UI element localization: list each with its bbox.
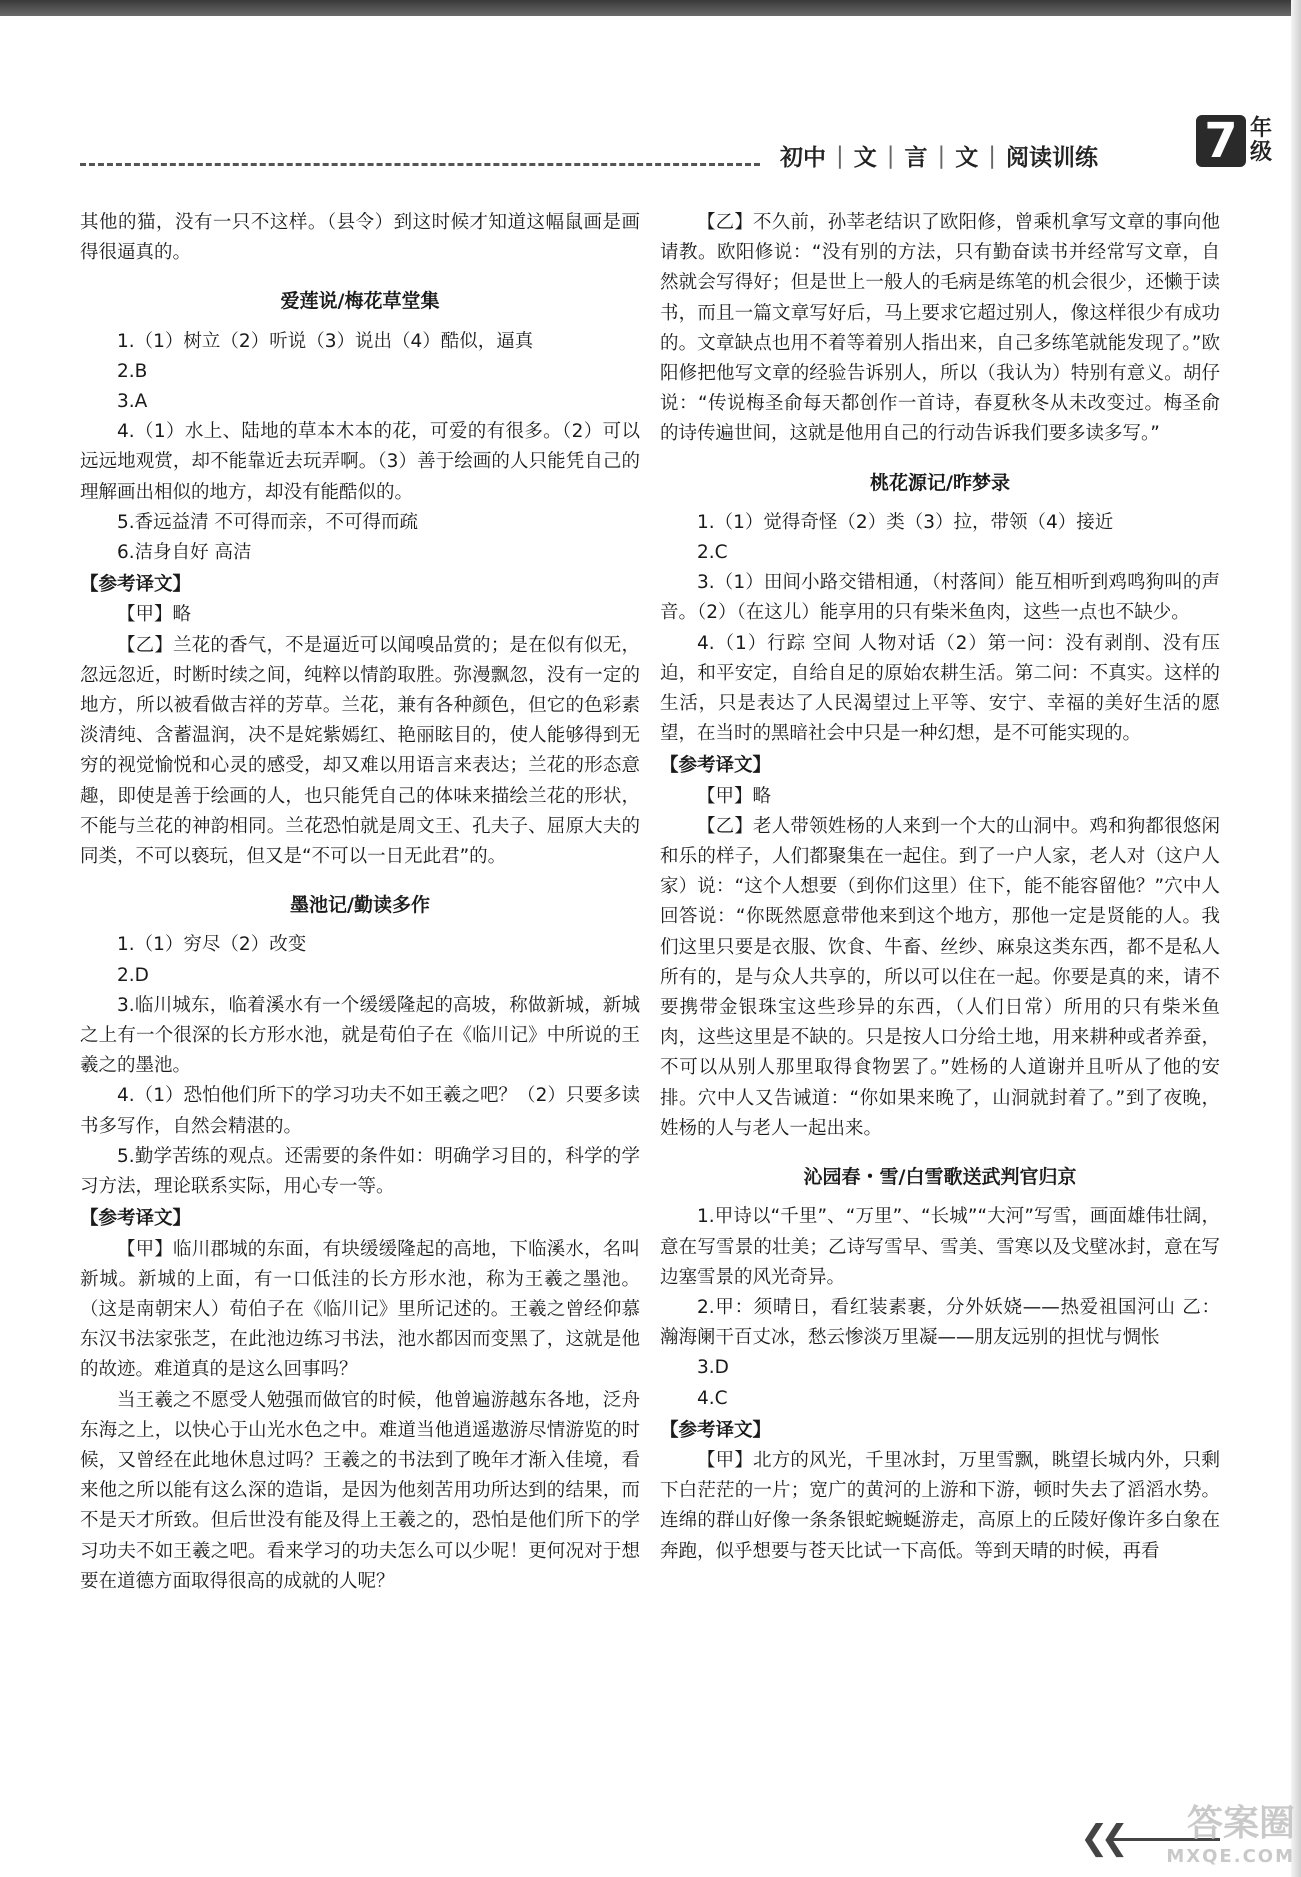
answer-item: 1.（1）树立（2）听说（3）说出（4）酷似，逼真 — [117, 330, 534, 352]
watermark-url: MXQE.COM — [1166, 1846, 1295, 1867]
title-part: 文 — [955, 145, 979, 171]
answer-item: 4.（1）水上、陆地的草本木本的花，可爱的有很多。（2）可以远远地观赏，却不能靠近去玩弄啊。（3）善于绘画的人只能凭自己的理解画出相似的地方，却没有能酷似的。 — [80, 421, 640, 503]
reference-label: 【参考译文】 — [660, 755, 772, 777]
answer-item: 2.D — [117, 964, 149, 986]
page-header — [80, 113, 1273, 175]
section-title: 桃花源记/昨梦录 — [870, 471, 1010, 494]
left-column — [80, 208, 640, 1597]
grade-badge: 7 — [1196, 115, 1246, 167]
intro-text: 其他的猫，没有一只不这样。（县令）到这时候才知道这幅鼠画是画得很逼真的。 — [80, 212, 640, 264]
watermark-text: 答案圈 — [1186, 1803, 1295, 1844]
title-separator: | — [988, 142, 996, 169]
translation-jia: 【甲】临川郡城的东面，有块缓缓隆起的高地，下临溪水，名叫新城。新城的上面，有一口低洼的长方形水池，称为王羲之墨池。（这是南朝宋人）荀伯子在《临川记》里所记述的。王羲之曾经仰慕东汉书法家张芝，在此池边练习书法，池水都因而变黑了，这就是他的故迹。难道真的是这么回事吗？ — [80, 1238, 640, 1381]
header-dashed-rule — [80, 163, 760, 166]
section-title: 沁园春・雪/白雪歌送武判官归京 — [803, 1166, 1077, 1189]
translation-jia: 【甲】略 — [697, 785, 772, 807]
title-part: 文 — [853, 145, 877, 171]
reference-label: 【参考译文】 — [80, 574, 192, 596]
right-column — [660, 208, 1220, 1567]
answer-item: 1.甲诗以“千里”、“万里”、“长城”“大河”写雪，画面雄伟壮阔，意在写雪景的壮美；乙诗写雪早、雪美、雪寒以及戈壁冰封，意在写边塞雪景的风光奇异。 — [660, 1206, 1220, 1288]
title-part: 阅读训练 — [1006, 145, 1098, 171]
answer-item: 3.D — [697, 1357, 729, 1379]
answer-item: 2.B — [117, 360, 148, 382]
answer-item: 4.（1）恐怕他们所下的学习功夫不如王羲之吧？（2）只要多读书多写作，自然会精湛的。 — [80, 1085, 640, 1137]
watermark-logo — [1130, 1795, 1295, 1870]
answer-item: 2.甲：须晴日，看红装素裹，分外妖娆——热爱祖国河山 乙：瀚海阑干百丈冰，愁云惨淡万里凝——朋友远别的担忧与惆怅 — [660, 1296, 1220, 1349]
translation-jia: 【甲】略 — [117, 604, 192, 626]
translation-jia-cont: 当王羲之不愿受人勉强而做官的时候，他曾遍游越东各地，泛舟东海之上，以快心于山光水色之中。难道当他逍遥遨游尽情游览的时候，又曾经在此地休息过吗？王羲之的书法到了晚年才渐入佳境，看来他之所以能有这么深的造诣，是因为他刻苦用功所达到的结果，而不是天才所致。但后世没有能及得上王羲之的，恐怕是他们所下的学习功夫不如王羲之吧。看来学习的功夫怎么可以少呢！更何况对于想要在道德方面取得很高的成就的人呢？ — [80, 1389, 640, 1592]
reference-label: 【参考译文】 — [660, 1419, 772, 1441]
translation-yi: 【乙】老人带领姓杨的人来到一个大的山洞中。鸡和狗都很悠闲和乐的样子，人们都聚集在一起住。到了一户人家，老人对（这户人家）说：“这个人想要（到你们这里）住下，能不能容留他？”穴中人回答说：“你既然愿意带他来到这个地方，那他一定是贤能的人。我们这里只要是衣服、饮食、牛畜、丝纱、麻泉这类东西，都不是私人所有的，是与众人共享的，所以可以住在一起。你要是真的来，请不要携带金银珠宝这些珍异的东西，（人们日常）所用的只有柴米鱼肉，这些这里是不缺的。只是按人口分给土地，用来耕种或者养蚕，不可以从别人那里取得食物罢了。”姓杨的人道谢并且听从了他的安排。穴中人又告诫道：“你如果来晚了，山洞就封着了。”到了夜晚，姓杨的人与老人一起出来。 — [660, 815, 1220, 1139]
translation-jia: 【甲】北方的风光，千里冰封，万里雪飘，眺望长城内外，只剩下白茫茫的一片；宽广的黄河的上游和下游，顿时失去了滔滔水势。连绵的群山好像一条条银蛇蜿蜒游走，高原上的丘陵好像许多白象在奔跑，似乎想要与苍天比试一下高低。等到天晴的时候，再看 — [660, 1449, 1220, 1562]
title-separator: | — [836, 142, 844, 169]
reference-label: 【参考译文】 — [80, 1208, 192, 1230]
header-title — [780, 139, 1098, 172]
answer-item: 3.（1）田间小路交错相通，（村落间）能互相听到鸡鸣狗叫的声音。（2）（在这儿）能享用的只有柴米鱼肉，这些一点也不缺少。 — [660, 572, 1220, 624]
title-separator: | — [937, 142, 946, 169]
scan-right-edge — [1291, 0, 1301, 1877]
title-separator: | — [886, 142, 895, 169]
answer-item: 4.（1）行踪 空间 人物对话（2）第一问：没有剥削、没有压迫，和平安定，自给自足的原始农耕生活。第二问：不真实。这样的生活，只是表达了人民渴望过上平等、安宁、幸福的美好生活的愿望，在当时的黑暗社会中只是一种幻想，是不可能实现的。 — [660, 632, 1220, 745]
page-arrow-icon: ❮❮ — [1080, 1818, 1121, 1858]
section-title: 爱莲说/梅花草堂集 — [280, 290, 440, 313]
answer-item: 5.勤学苦练的观点。还需要的条件如：明确学习目的，科学的学习方法，理论联系实际，用心专一等。 — [80, 1145, 640, 1198]
section-title: 墨池记/勤读多作 — [290, 894, 430, 917]
answer-item: 5.香远益清 不可得而亲，不可得而疏 — [117, 511, 419, 533]
answer-item: 1.（1）穷尽（2）改变 — [117, 934, 307, 956]
answer-item: 1.（1）觉得奇怪（2）类（3）拉，带领（4）接近 — [697, 511, 1114, 533]
answer-item: 2.C — [697, 542, 728, 564]
scan-top-edge — [0, 0, 1301, 16]
answer-item: 3.临川城东，临着溪水有一个缓缓隆起的高坡，称做新城，新城之上有一个很深的长方形水池，就是荀伯子在《临川记》中所说的王羲之的墨池。 — [80, 994, 640, 1077]
translation-yi: 【乙】不久前，孙莘老结识了欧阳修，曾乘机拿写文章的事向他请教。欧阳修说：“没有别的方法，只有勤奋读书并经常写文章，自然就会写得好；但是世上一般人的毛病是练笔的机会很少，还懒于读书，而且一篇文章写好后，马上要求它超过别人，像这样很少有成功的。文章缺点也用不着等着别人指出来，自己多练笔就能发现了。”欧阳修把他写文章的经验告诉别人，所以（我认为）特别有意义。胡仔说：“传说梅圣俞每天都创作一首诗，春夏秋冬从未改变过。梅圣俞的诗传遍世间，这就是他用自己的行动告诉我们要多读多写。” — [660, 212, 1220, 445]
answer-item: 6.洁身自好 高洁 — [117, 542, 252, 564]
answer-item: 3.A — [117, 391, 148, 413]
grade-label: 年级 — [1250, 116, 1273, 165]
title-part: 初中 — [780, 145, 826, 171]
title-part: 言 — [904, 145, 928, 171]
translation-yi: 【乙】兰花的香气，不是逼近可以闻嗅品赏的；是在似有似无，忽远忽近，时断时续之间，纯粹以情韵取胜。弥漫飘忽，没有一定的地方，所以被看做吉祥的芳草。兰花，兼有各种颜色，但它的色彩素淡清纯、含蓄温润，决不是姹紫嫣红、艳丽眩目的，使人能够得到无穷的视觉愉悦和心灵的感受，却又难以用语言来表达；兰花的形态意趣，即使是善于绘画的人，也只能凭自己的体味来描绘兰花的形状，不能与兰花的神韵相同。兰花恐怕就是周文王、孔夫子、屈原大夫的同类，不可以亵玩，但又是“不可以一日无此君”的。 — [80, 634, 640, 868]
answer-item: 4.C — [697, 1387, 728, 1409]
